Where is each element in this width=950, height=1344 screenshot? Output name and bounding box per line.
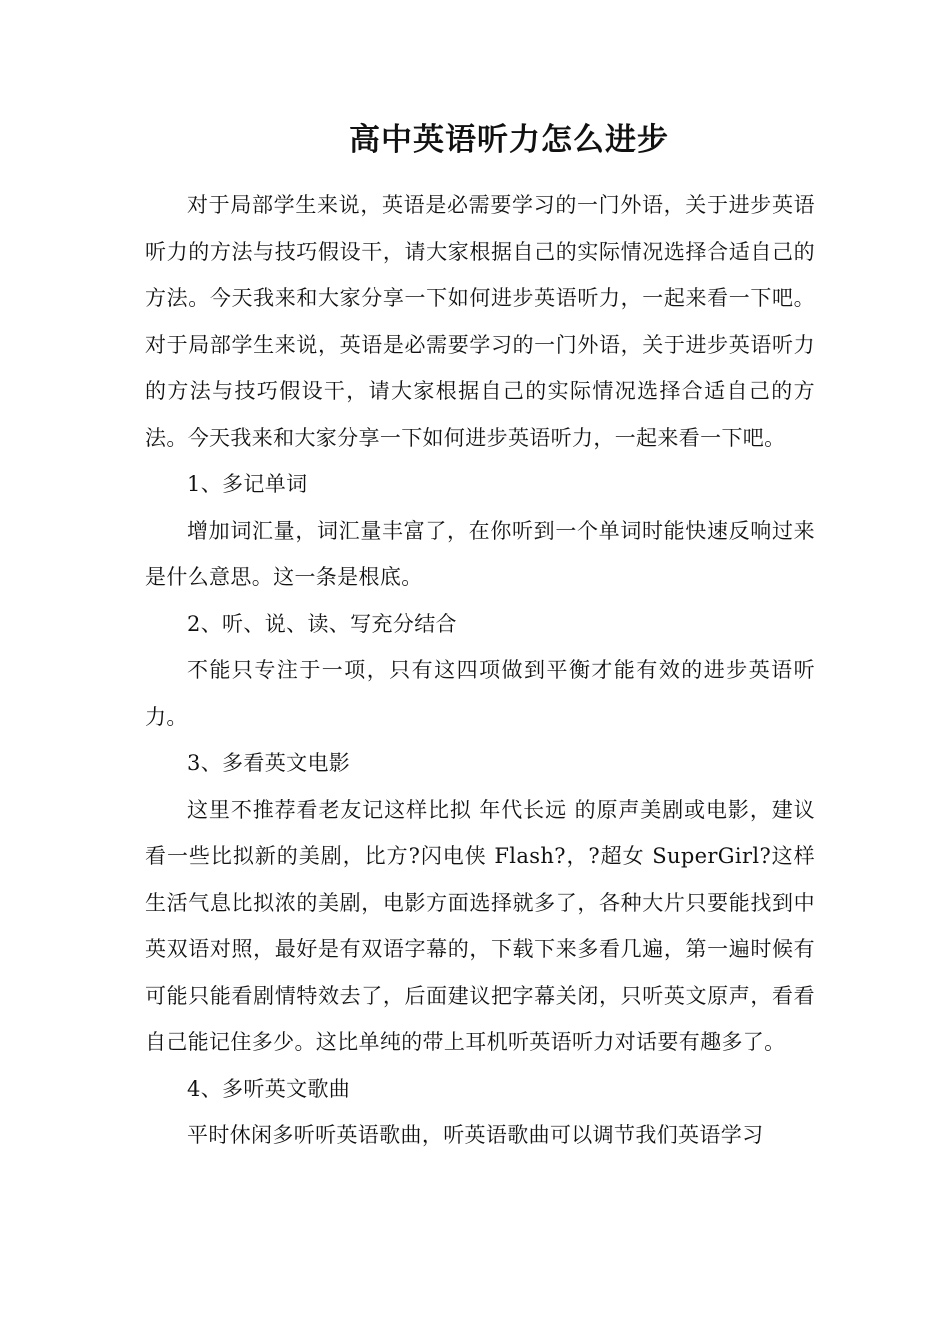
section-heading-4: 4、多听英文歌曲 <box>187 1076 351 1101</box>
document-title: 高中英语听力怎么进步 <box>349 122 669 158</box>
section-paragraph-1: 增加词汇量，词汇量丰富了，在你听到一个单词时能快速反响过来是什么意思。这一条是根底。 <box>145 518 815 589</box>
section-heading-3: 3、多看英文电影 <box>187 751 351 775</box>
section-heading-1: 1、多记单词 <box>187 472 308 496</box>
section-paragraph-2: 不能只专注于一项，只有这四项做到平衡才能有效的进步英语听力。 <box>145 658 815 729</box>
intro-paragraph: 对于局部学生来说，英语是必需要学习的一门外语，关于进步英语听力的方法与技巧假设干，请大家根据自己的实际情况选择合适自己的方法。今天我来和大家分享一下如何进步英语听力，一起来看一下吧。对于局部学生来说，英语是必需要学习的一门外语，关于进步英语听力的方法与技巧假设干，请大家根据自己的实际情况选择合适自己的方法。今天我来和大家分享一下如何进步英语听力，一起来看一下吧。 <box>145 193 815 450</box>
section-paragraph-3: 这里不推荐看老友记这样比拟 年代长远 的原声美剧或电影，建议看一些比拟新的美剧，比方?闪电侠 Flash?，?超女 SuperGirl?这样生活气息比拟浓的美剧，电影方面选择就多了，各种大片只要能找到中英双语对照，最好是有双语字幕的，下载下来多看几遍，第一遍时候有可能只能看剧情特效去了，后面建议把字幕关闭，只听英文原声，看看自己能记住多少。这比单纯的带上耳机听英语听力对话要有趣多了。 <box>145 797 815 1054</box>
section-heading-2: 2、听、说、读、写充分结合 <box>187 611 457 636</box>
document-body <box>145 182 815 1159</box>
section-paragraph-4: 平时休闲多听听英语歌曲，听英语歌曲可以调节我们英语学习 <box>187 1123 764 1147</box>
